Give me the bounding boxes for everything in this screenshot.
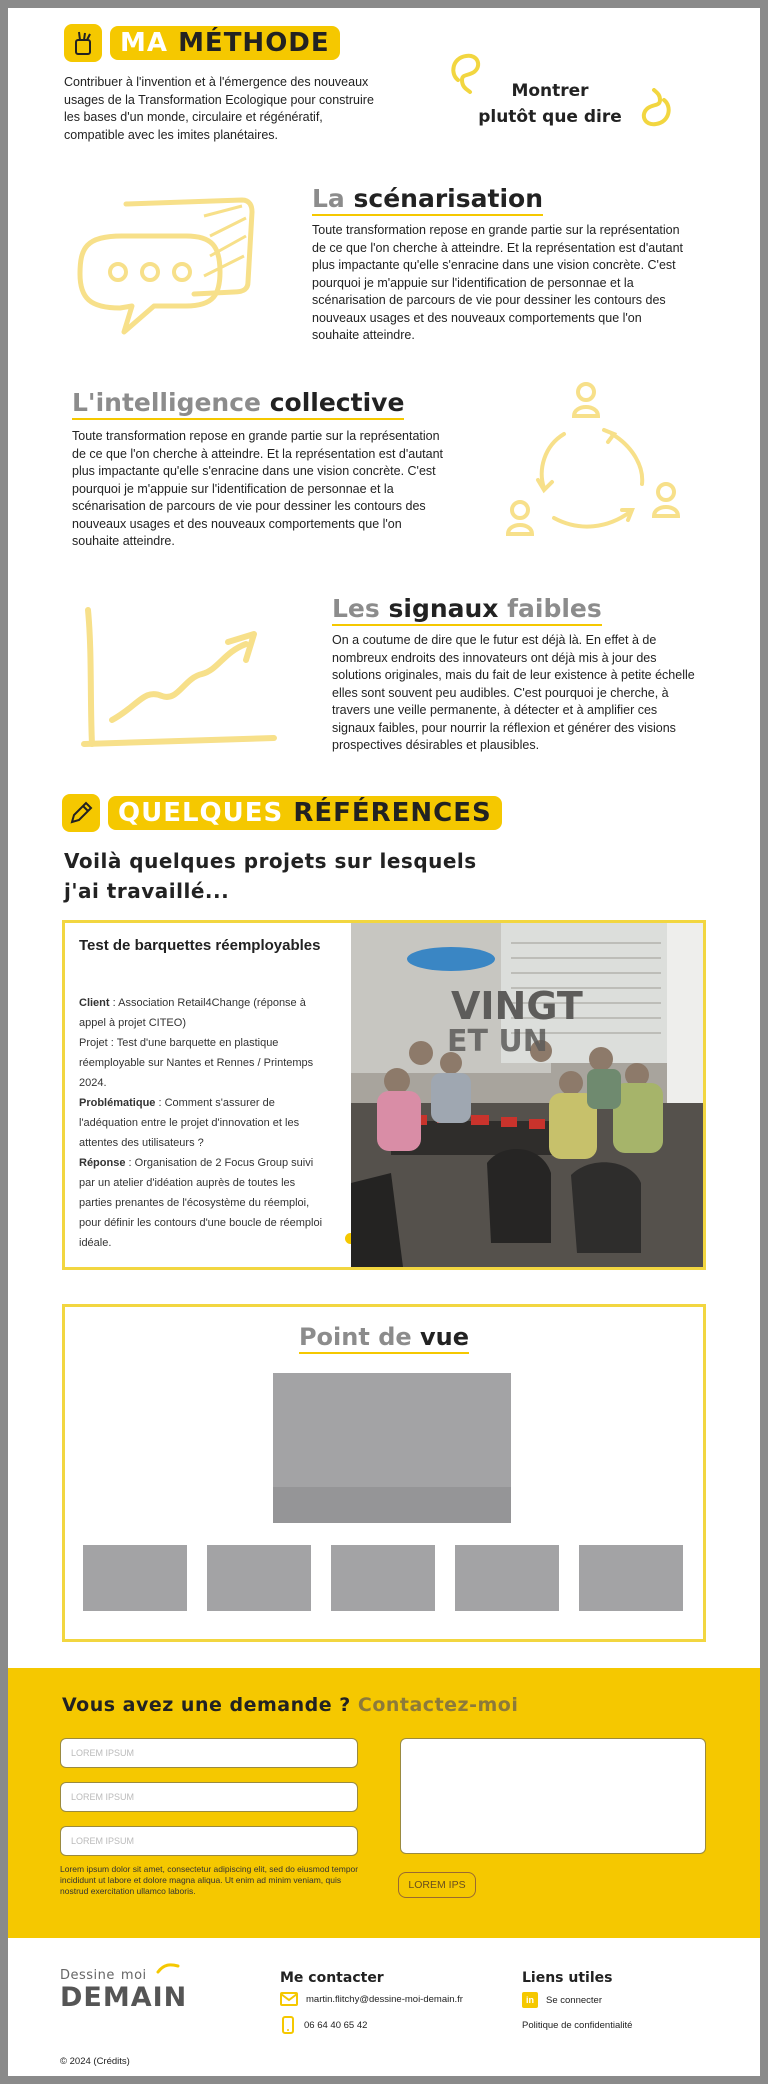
reference-probleme [79,1093,329,1153]
envelope-icon [280,1992,298,2006]
references-subtitle-line2: j'ai travaillé... [64,879,230,903]
scenarisation-title-a: La [312,184,345,213]
rising-chart-illustration [78,602,288,752]
intelligence-title-a: L'intelligence [72,388,261,417]
signaux-title-a: Les [332,594,380,623]
pencil-cup-icon [64,24,102,62]
contact-message-textarea[interactable] [400,1738,706,1854]
reference-card [62,920,706,1270]
phone-icon [282,2016,294,2034]
footer-linkedin-row[interactable] [522,1992,602,2008]
references-heading [62,794,502,832]
contact-title-a: Vous avez une demande ? [62,1694,351,1716]
contact-disclaimer: Lorem ipsum dolor sit amet, consectetur adipiscing elit, sed do eiusmod tempor incididunt ut labore et dolore magna aliqua. Ut enim ad minim veniam, quis nostrud exercitation ullamco laboris. [60,1864,359,1896]
signaux-title-c: faibles [507,594,602,623]
contact-field-1[interactable]: LOREM IPSUM [60,1738,358,1768]
point-de-vue-title-wrap [65,1323,703,1354]
intelligence-title-b: collective [269,388,405,417]
contact-section [8,1668,760,1938]
method-intro: Contribuer à l'invention et à l'émergence des nouveaux usages de la Transformation Ecologique pour construire les bases d'un monde, circulaire et régénératif, compatible avec les imites planétaires. [64,75,374,142]
collective-cycle-illustration [504,380,688,552]
point-de-vue-box [62,1304,706,1642]
method-title [110,26,340,60]
reference-photo[interactable] [351,923,703,1267]
point-de-vue-title [299,1323,469,1354]
thumbnail-1[interactable] [83,1545,187,1611]
logo-swoosh-icon [156,1962,180,1976]
footer [8,1938,760,2076]
pen-icon [62,794,100,832]
scenarisation-title [312,184,543,216]
thumbnail-3[interactable] [331,1545,435,1611]
footer-email-row[interactable] [280,1992,463,2006]
footer-linkedin-label: Se connecter [546,1994,602,2006]
reference-client-value: : Association Retail4Change (réponse à appel à projet CITEO) [79,997,306,1029]
footer-contact-title: Me contacter [280,1970,384,1986]
logo-line1b: moi [120,1968,147,1983]
close-quote-icon [634,88,674,132]
method-title-b: MÉTHODE [178,28,330,58]
page [8,8,760,2076]
footer-email: martin.flitchy@dessine-moi-demain.fr [306,1993,463,2005]
method-heading [64,24,340,62]
contact-title [62,1694,518,1716]
intelligence-title [72,388,404,420]
reference-client-label: Client [79,997,110,1009]
signaux-text: On a coutume de dire que le futur est déjà là. En effet à de nombreux endroits des innovateurs ont déjà mis à jour des solutions originales, mais du fait de leur existence à petite échelle elles sont souvent peu audibles. C'est pourquoi je cherche, à travers une veille permanente, à détecter et à amplifier ces signaux faibles, pour nourrir la réflexion et générer des visions prospectives désirables et plausibles. [332,633,695,752]
contact-submit-button[interactable]: LOREM IPS [398,1872,476,1898]
photo-wall-text-1: VINGT [451,984,583,1028]
references-title-b: RÉFÉRENCES [293,798,492,828]
thumbnail-4[interactable] [455,1545,559,1611]
references-subtitle-line1: Voilà quelques projets sur lesquels [64,849,477,873]
thumbnail-5[interactable] [579,1545,683,1611]
signaux-title-b: signaux [388,594,499,623]
reference-client [79,993,329,1033]
main-image-caption-bar [273,1487,511,1523]
contact-field-2[interactable]: LOREM IPSUM [60,1782,358,1812]
reference-reponse-value: : Organisation de 2 Focus Group suivi par un atelier d'idéation auprès de toutes les parties prenantes de l'écosystème du réemploi, pour définir les contours d'une boucle de réemploi idéale. [79,1157,323,1249]
contact-field-3[interactable]: LOREM IPSUM [60,1826,358,1856]
workshop-photo [351,923,703,1267]
reference-title: Test de barquettes réemployables [79,937,321,954]
point-de-vue-title-b: vue [420,1323,470,1351]
footer-phone: 06 64 40 65 42 [304,2019,368,2031]
references-title [108,796,502,830]
footer-privacy-link[interactable]: Politique de confidentialité [522,2020,633,2031]
linkedin-icon: in [522,1992,538,2008]
scenarisation-text: Toute transformation repose en grande partie sur la représentation de ce que l'on cherche à atteindre. Et la représentation est d'autant plus impactante qu'elle s'enracine dans une vision concrète. C'est pourquoi je m'appuie sur l'identification de personnae et la scénarisation de parcours de vie pour dessiner les contours des nouveaux usages et des nouveaux comportements que l'on souhaite atteindre. [312,223,683,342]
quote-line1: Montrer [511,81,589,101]
point-de-vue-title-a: Point de [298,1323,412,1351]
photo-wall-text-2: ET UN [447,1024,548,1059]
footer-copyright[interactable]: © 2024 (Crédits) [60,2056,130,2067]
scenarisation-title-b: scénarisation [353,184,543,213]
point-de-vue-main-image[interactable] [273,1373,511,1523]
signaux-title [332,594,602,626]
intelligence-text: Toute transformation repose en grande partie sur la représentation de ce que l'on cherche à atteindre. Et la représentation est d'autant plus impactante qu'elle s'enracine dans une vision concrète. C'est pourquoi je m'appuie sur l'identification de personnae et la scénarisation de parcours de vie pour dessiner les contours des nouveaux usages et des nouveaux comportements que l'on souhaite atteindre. [72,429,443,548]
reference-probleme-value: : Comment s'assurer de l'adéquation entre le projet d'innovation et les attentes des utilisateurs ? [79,1097,300,1149]
quote-text [470,78,630,130]
logo-line2: DEMAIN [60,1982,188,2013]
footer-links-title: Liens utiles [522,1970,613,1986]
thumbnail-2[interactable] [207,1545,311,1611]
reference-reponse [79,1153,329,1253]
reference-reponse-label: Réponse [79,1157,126,1169]
logo-line1a: Dessine [60,1968,115,1983]
footer-phone-row[interactable] [282,2016,367,2034]
reference-probleme-label: Problématique [79,1097,156,1109]
contact-title-b: Contactez-moi [357,1694,519,1716]
footer-logo[interactable] [60,1968,190,2013]
quote-line2: plutôt que dire [478,107,622,127]
references-title-a: QUELQUES [118,798,284,828]
reference-details [79,993,329,1253]
reference-projet: Projet : Test d'une barquette en plastique réemployable sur Nantes et Rennes / Printemps 2024. [79,1037,314,1089]
speech-bubble-illustration [74,186,264,336]
references-subtitle [64,846,477,906]
method-title-a: MA [120,28,168,58]
